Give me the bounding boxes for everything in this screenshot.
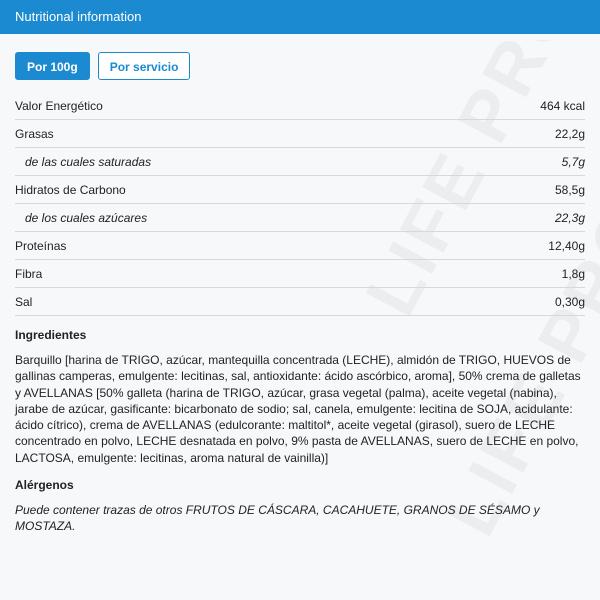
nutrition-value: 1,8g [561, 266, 585, 281]
allergens-text: Puede contener trazas de otros FRUTOS DE CÁSCARA, CACAHUETE, GRANOS DE SÉSAMO y MOSTAZA. [15, 503, 540, 534]
nutrition-label: Proteínas [15, 238, 67, 253]
tab-per-serving[interactable]: Por servicio [98, 52, 191, 80]
nutrition-row-carbs [15, 176, 585, 204]
tab-per-100g[interactable]: Por 100g [15, 52, 90, 80]
nutrition-label: Fibra [15, 266, 43, 281]
nutrition-label: Grasas [15, 126, 54, 141]
nutrition-row-fat [15, 120, 585, 148]
nutrition-label: de los cuales azúcares [25, 210, 148, 225]
nutrition-value: 5,7g [561, 154, 585, 169]
nutrition-label: Sal [15, 294, 33, 309]
nutrition-value: 58,5g [554, 182, 585, 197]
nutrition-row-sugars [15, 204, 585, 232]
nutrition-table [15, 92, 585, 316]
ingredients-text: Barquillo [harina de TRIGO, azúcar, mantequilla concentrada (LECHE), almidón de TRIGO, HUEVOS de gallinas camperas, emulgente: lecitinas, sal, antioxidante: ácido ascórbico, aroma], 50% crema de galletas y AVELLANAS [50% galleta (harina de TRIGO, azúcar, grasa vegetal (palma), aceite vegetal (nabina), jarabe de azúcar, gasificante: bicarbonato de sodio; sal, canela, emulgente: lecitina de SOJA, acidulante: ácido cítrico), crema de AVELLANAS (edulcorante: maltitol*, aceite vegetal (girasol), suero de LECHE concentrado en polvo, LECHE desnatada en polvo, 9% pasta de AVELLANAS, suero de LECHE en polvo, LACTOSA, emulgente: lecitinas, aroma natural de vainilla)] [15, 353, 581, 465]
nutrition-row-fiber [15, 260, 585, 288]
nutrition-row-salt [15, 288, 585, 316]
allergens-heading: Alérgenos [15, 478, 74, 493]
nutrition-label: Hidratos de Carbono [15, 182, 126, 197]
panel-title: Nutritional information [15, 9, 142, 24]
ingredients-section [15, 328, 585, 466]
nutrition-value: 12,40g [548, 238, 585, 253]
nutrition-label: Valor Energético [15, 98, 103, 113]
nutrition-value: 0,30g [554, 294, 585, 309]
nutrition-row-protein [15, 232, 585, 260]
ingredients-heading: Ingredientes [15, 328, 87, 342]
panel-header [0, 0, 600, 34]
nutrition-label: de las cuales saturadas [25, 154, 152, 169]
nutrition-row-saturated [15, 148, 585, 176]
serving-tabs [0, 34, 600, 82]
allergens-section [15, 478, 585, 535]
nutrition-value: 464 kcal [540, 98, 585, 113]
nutrition-row-energy [15, 92, 585, 120]
nutrition-value: 22,3g [554, 210, 585, 225]
nutrition-value: 22,2g [554, 126, 585, 141]
